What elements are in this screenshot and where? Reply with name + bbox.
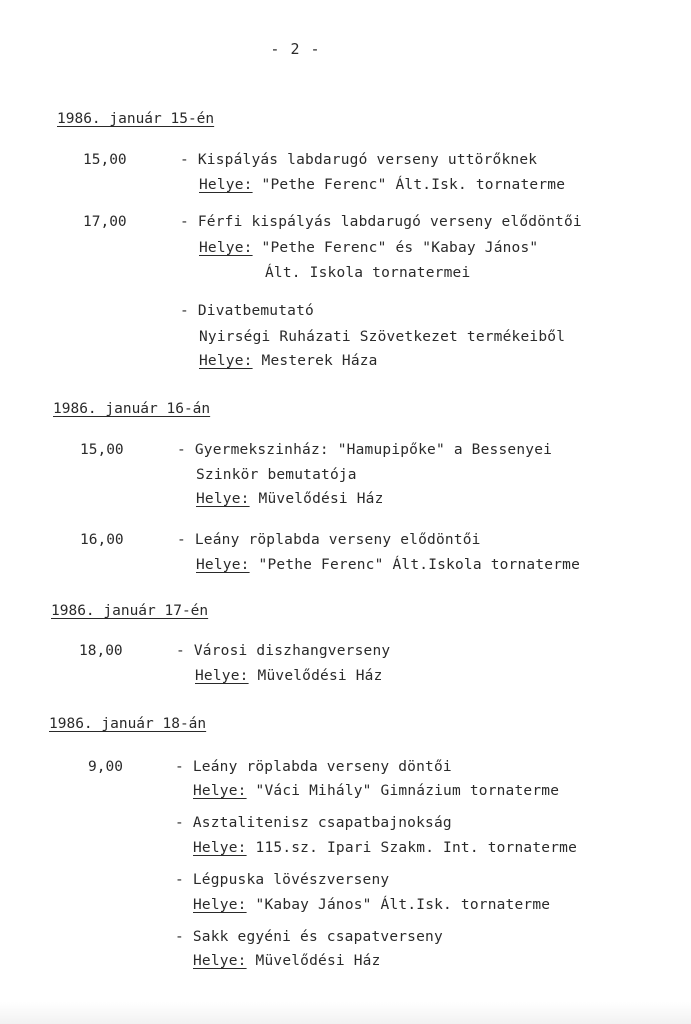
venue-text: Müvelődési Ház	[249, 491, 384, 507]
event-time: 15,00	[80, 442, 124, 458]
date-heading: 1986. január 15-én	[57, 111, 215, 127]
venue-text: Mesterek Háza	[252, 353, 378, 369]
date-heading: 1986. január 18-án	[49, 716, 207, 732]
event-title: - Kispályás labdarugó verseny uttörőknek	[180, 152, 538, 168]
event-venue	[193, 953, 381, 969]
event-title-continued: Szinkör bemutatója	[196, 467, 357, 483]
event-venue	[196, 557, 580, 573]
venue-text: "Váci Mihály" Gimnázium tornaterme	[246, 783, 560, 799]
event-title: - Sakk egyéni és csapatverseny	[175, 929, 443, 945]
venue-text: "Pethe Ferenc" Ált.Iskola tornaterme	[249, 557, 580, 573]
event-title: - Asztalitenisz csapatbajnokság	[175, 815, 452, 831]
venue-label: Helye:	[193, 953, 247, 969]
date-heading: 1986. január 17-én	[51, 603, 209, 619]
event-venue	[199, 177, 565, 193]
event-title-continued: Nyirségi Ruházati Szövetkezet termékeiből	[199, 329, 566, 345]
paper-bottom-edge	[0, 1002, 691, 1024]
venue-label: Helye:	[193, 897, 247, 913]
venue-text: Müvelődési Ház	[246, 953, 381, 969]
event-venue	[199, 240, 538, 256]
event-title: - Városi diszhangverseny	[176, 643, 391, 659]
venue-label: Helye:	[193, 783, 247, 799]
event-title: - Férfi kispályás labdarugó verseny elődöntői	[180, 214, 582, 230]
event-title: - Légpuska lövészverseny	[175, 872, 390, 888]
venue-text: Müvelődési Ház	[248, 668, 383, 684]
event-time: 16,00	[80, 532, 124, 548]
venue-text: "Pethe Ferenc" és "Kabay János"	[252, 240, 539, 256]
venue-label: Helye:	[196, 491, 250, 507]
event-time: 18,00	[79, 643, 123, 659]
event-venue	[195, 668, 383, 684]
venue-label: Helye:	[193, 840, 247, 856]
venue-label: Helye:	[196, 557, 250, 573]
event-title: - Gyermekszinház: "Hamupipőke" a Bessenyei	[177, 442, 553, 458]
event-venue	[193, 783, 559, 799]
venue-label: Helye:	[199, 353, 253, 369]
venue-text: 115.sz. Ipari Szakm. Int. tornaterme	[246, 840, 577, 856]
event-time: 9,00	[88, 759, 123, 775]
venue-text: "Pethe Ferenc" Ált.Isk. tornaterme	[252, 177, 566, 193]
event-title: - Divatbemutató	[180, 303, 314, 319]
venue-text: "Kabay János" Ált.Isk. tornaterme	[246, 897, 551, 913]
event-venue-continued: Ált. Iskola tornatermei	[265, 265, 471, 281]
event-venue	[196, 491, 384, 507]
date-heading: 1986. január 16-án	[53, 401, 211, 417]
venue-label: Helye:	[199, 240, 253, 256]
event-venue	[193, 897, 550, 913]
event-title: - Leány röplabda verseny döntői	[175, 759, 452, 775]
venue-label: Helye:	[199, 177, 253, 193]
venue-label: Helye:	[195, 668, 249, 684]
event-venue	[193, 840, 577, 856]
event-title: - Leány röplabda verseny elődöntői	[177, 532, 481, 548]
event-time: 15,00	[83, 152, 127, 168]
event-venue	[199, 353, 378, 369]
page-number: - 2 -	[270, 40, 321, 58]
event-time: 17,00	[83, 214, 127, 230]
